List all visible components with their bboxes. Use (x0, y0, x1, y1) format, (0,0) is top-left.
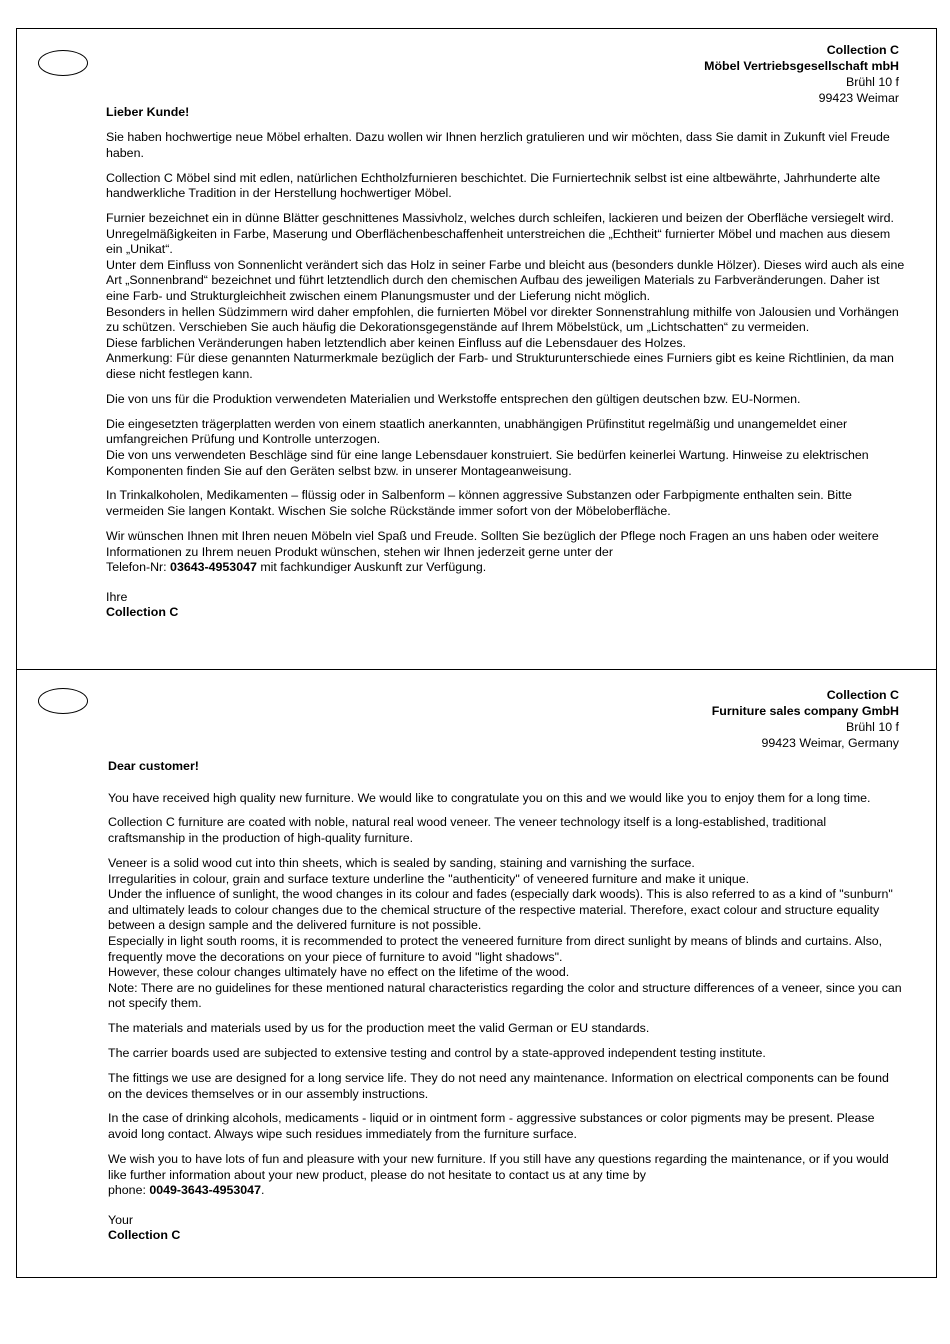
paragraph-text: Irregularities in colour, grain and surface texture underline the "authenticity" of veneered furniture and make it unique. (108, 871, 750, 886)
sender-address-german (704, 42, 899, 106)
paragraph-text: Die eingesetzten trägerplatten werden von einem staatlich anerkannten, unabhängigen Prüfinstitut regelmäßig und unangemeldet einer umfangreichen Prüfung und Kontrolle unterzogen. (106, 416, 848, 447)
paragraph (108, 791, 906, 807)
closing (106, 590, 906, 621)
paragraph (108, 1111, 906, 1142)
paragraph (108, 856, 906, 1012)
paragraph-text: Die von uns für die Produktion verwendeten Materialien und Werkstoffe entsprechen den gültigen deutschen bzw. EU-Normen. (106, 391, 801, 406)
paragraph (106, 130, 906, 161)
paragraph-text: The materials and materials used by us for the production meet the valid German or EU standards. (108, 1021, 650, 1036)
paragraph-text: Furnier bezeichnet ein in dünne Blätter geschnittenes Massivholz, welches durch schleifen, lackieren und beizen der Oberfläche versiegelt wird. (106, 211, 894, 226)
paragraph (108, 1021, 906, 1037)
letter-german (106, 105, 906, 621)
contact-paragraph (106, 529, 906, 576)
contact-text: Wir wünschen Ihnen mit Ihren neuen Möbeln viel Spaß und Freude. Sollten Sie bezüglich der Pflege noch Fragen an uns haben oder weitere Informationen zu Ihrem neuen Produkt wünschen, stehen wir Ihnen jederzeit gerne unter der (106, 528, 879, 559)
paragraph (106, 417, 906, 479)
signature: Collection C (108, 1228, 181, 1243)
paragraph (106, 488, 906, 519)
paragraph-text: Note: There are no guidelines for these mentioned natural characteristics regarding the color and structure differences of a veneer, since you can not specify them. (108, 980, 902, 1011)
paragraph-text: Especially in light south rooms, it is recommended to protect the veneered furniture from direct sunlight by means of blinds and curtains. Also, frequently move the decorations on your piece of furniture to avoid "light shadows". (108, 933, 883, 964)
contact-paragraph (108, 1152, 906, 1199)
signature: Collection C (106, 605, 179, 620)
closing-text: Your (108, 1212, 134, 1227)
contact-text: We wish you to have lots of fun and pleasure with your new furniture. If you still have any questions regarding the maintenance, or if you would like further information about your new product, please do not hesitate to contact us at any time by (108, 1151, 889, 1182)
phone-label: Telefon-Nr: (106, 560, 171, 575)
company-name: Collection C (826, 688, 899, 702)
street: Brühl 10 f (845, 720, 899, 734)
paragraph-text: The fittings we use are designed for a long service life. They do not need any maintenance. Information on electrical components can be found on the devices themselves or in our assembly instructions. (108, 1070, 889, 1101)
paragraph-text: Anmerkung: Für diese genannten Naturmerkmale bezüglich der Farb- und Strukturunterschiede eines Furniers gibt es keine Richtlinien, da man diese nicht festlegen kann. (106, 351, 894, 381)
paragraph-text: However, these colour changes ultimately have no effect on the lifetime of the wood. (108, 965, 570, 980)
closing-text: Ihre (106, 589, 128, 604)
paragraph (108, 815, 906, 846)
paragraph (106, 171, 906, 202)
paragraph-text: Veneer is a solid wood cut into thin sheets, which is sealed by sanding, staining and varnishing the surface. (108, 855, 695, 870)
paragraph-text: The carrier boards used are subjected to extensive testing and control by a state-approved independent testing institute. (108, 1046, 766, 1061)
paragraph-text: Sie haben hochwertige neue Möbel erhalten. Dazu wollen wir Ihnen herzlich gratulieren und wir möchten, dass Sie damit in Zukunft viel Freude haben. (106, 130, 890, 160)
paragraph-text: Unter dem Einfluss von Sonnenlicht verändert sich das Holz in seiner Farbe und bleicht aus (besonders dunkle Hölzer). Dieses wird auch als eine Art „Sonnenbrand“ bezeichnet und führt letztendlich durch den chemischen Aufbau des jeweiligen Materials zu Farbveränderungen. Daher ist eine Farb- und Strukturgleichheit zwischen einem Planungsmuster und der Lieferung nicht möglich. (106, 257, 905, 304)
paragraph (108, 1046, 906, 1062)
street: Brühl 10 f (845, 75, 899, 89)
sender-address-english (712, 687, 899, 751)
company-full-name: Furniture sales company GmbH (711, 704, 899, 718)
paragraph (106, 392, 906, 408)
paragraph-text: Die von uns verwendeten Beschläge sind für eine lange Lebensdauer konstruiert. Sie bedürfen keinerlei Wartung. Hinweise zu elektrischen Komponenten finden Sie auf den Geräten selbst bzw. in unserer Montageanweisung. (106, 447, 869, 478)
section-divider (16, 669, 937, 670)
oval-mark (38, 50, 88, 76)
paragraph-text: Under the influence of sunlight, the wood changes in its colour and fades (especially dark woods). This is also referred to as a kind of "sunburn" and ultimately leads to colour changes due to the chemical structure of the respective material. Therefore, exact colour and structure equality between a design sample and the delivered furniture is not possible. (108, 887, 893, 933)
paragraph-text: Diese farblichen Veränderungen haben letztendlich aber keinen Einfluss auf die Lebensdauer des Holzes. (106, 335, 686, 350)
salutation: Lieber Kunde! (106, 105, 190, 119)
paragraph (108, 1071, 906, 1102)
phone-suffix: mit fachkundiger Auskunft zur Verfügung. (256, 560, 487, 575)
paragraph-text: In Trinkalkoholen, Medikamenten – flüssig oder in Salbenform – können aggressive Substanzen oder Farbpigmente enthalten sein. Bitte vermeiden Sie langen Kontakt. Wischen Sie solche Rückstände immer sofort von der Möbeloberfläche. (106, 488, 852, 519)
paragraph-text: Collection C furniture are coated with noble, natural real wood veneer. The veneer technology itself is a long-established, traditional craftsmanship in the production of high-quality furniture. (108, 815, 827, 846)
closing (108, 1213, 906, 1244)
phone-label: phone: (108, 1183, 150, 1198)
company-name: Collection C (826, 43, 899, 57)
phone-number: 0049-3643-4953047 (149, 1183, 261, 1198)
paragraph-text: Unregelmäßigkeiten in Farbe, Maserung und Oberflächenbeschaffenheit unterstreichen die „Echtheit“ furnierter Möbel und machen aus diesem ein „Unikat“. (106, 226, 891, 257)
city: 99423 Weimar (818, 91, 899, 105)
paragraph-text: Collection C Möbel sind mit edlen, natürlichen Echtholzfurnieren beschichtet. Die Furniertechnik selbst ist eine altbewährte, Jahrhunderte alte handwerkliche Tradition in der Herstellung hochwertiger Möbel. (106, 170, 881, 201)
paragraph-text: In the case of drinking alcohols, medicaments - liquid or in ointment form - aggressive substances or color pigments may be present. Please avoid long contact. Always wipe such residues immediately from the furniture surface. (108, 1111, 875, 1142)
paragraph (106, 211, 906, 383)
city: 99423 Weimar, Germany (761, 736, 899, 750)
phone-number: 03643-4953047 (170, 560, 257, 575)
letter-english (108, 759, 906, 1244)
company-full-name: Möbel Vertriebsgesellschaft mbH (704, 59, 899, 73)
phone-suffix: . (260, 1183, 265, 1198)
salutation: Dear customer! (108, 759, 199, 773)
oval-mark (38, 688, 88, 714)
paragraph-text: Besonders in hellen Südzimmern wird daher empfohlen, die furnierten Möbel vor direkter Sonnenstrahlung mithilfe von Jalousien und Vorhängen zu schützen. Verschieben Sie auch häufig die Dekorationsgegenstände auf Ihrem Möbelstück, um „Lichtschatten“ zu vermeiden. (106, 304, 899, 335)
paragraph-text: You have received high quality new furniture. We would like to congratulate you on this and we would like you to enjoy them for a long time. (108, 790, 871, 805)
